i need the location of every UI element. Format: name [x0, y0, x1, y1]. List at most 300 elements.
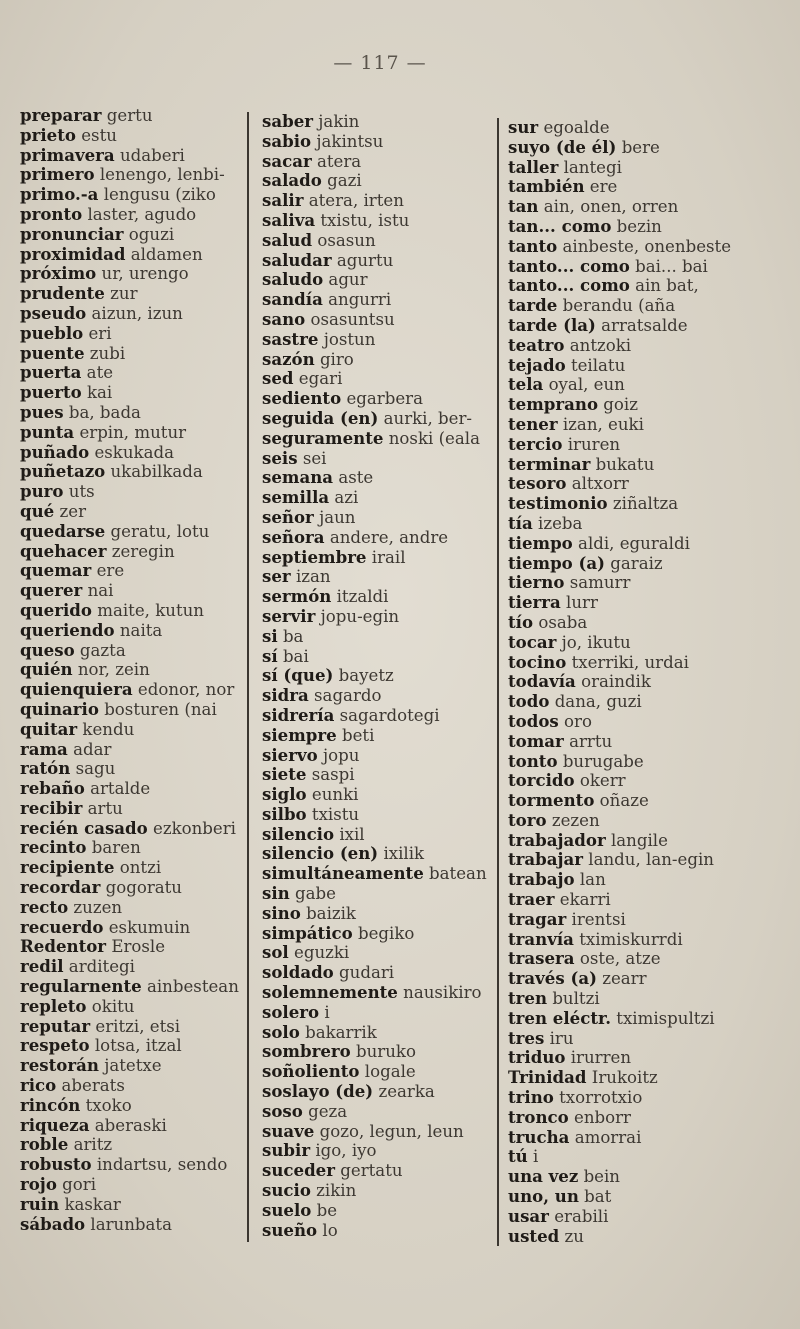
dictionary-entry [20, 264, 242, 284]
dictionary-entry [508, 870, 800, 890]
entry-term: siempre [262, 724, 337, 745]
entry-definition: ain bat, [635, 276, 699, 296]
dictionary-entry [508, 177, 800, 197]
entry-definition: egari [298, 369, 343, 389]
dictionary-entry [20, 700, 242, 720]
dictionary-entry [508, 811, 800, 831]
entry-definition: eritzi, etsi [95, 1016, 181, 1036]
entry-definition: bere [621, 137, 660, 157]
dictionary-entry [20, 561, 242, 581]
entry-term: tesoro [508, 473, 567, 494]
entry-definition: larunbata [90, 1214, 172, 1234]
entry-term: Trinidad [508, 1067, 587, 1088]
entry-term: primero [20, 164, 95, 185]
entry-term: señor [262, 506, 314, 527]
entry-definition: bayetz [338, 666, 394, 686]
entry-definition: lotsa, itzal [94, 1036, 182, 1056]
entry-term: terminar [508, 453, 591, 474]
entry-term: preparar [20, 106, 102, 125]
entry-term: sidrería [262, 704, 335, 725]
dictionary-entry [508, 494, 800, 514]
dictionary-entry [508, 455, 800, 475]
entry-definition: zuzen [73, 897, 123, 917]
entry-term: tocar [508, 631, 557, 652]
entry-definition: ere [589, 177, 618, 197]
dictionary-entry [262, 805, 494, 825]
dictionary-entry [20, 641, 242, 661]
dictionary-entry [20, 225, 242, 245]
dictionary-entry [20, 126, 242, 146]
dictionary-entry [20, 522, 242, 542]
entry-term: servir [262, 605, 316, 626]
entry-term: septiembre [262, 546, 367, 567]
dictionary-entry [262, 587, 494, 607]
entry-term: suyo (de él) [508, 136, 617, 157]
entry-definition: ekarri [559, 890, 611, 910]
dictionary-entry [508, 1207, 800, 1227]
entry-definition: angurri [328, 290, 392, 310]
dictionary-entry [20, 660, 242, 680]
entry-term: soso [262, 1100, 303, 1121]
entry-definition: okerr [579, 771, 626, 791]
entry-term: sábado [20, 1213, 86, 1234]
entry-definition: irentsi [571, 909, 626, 929]
dictionary-entry [20, 1175, 242, 1195]
entry-term: primo.-a [20, 184, 99, 205]
dictionary-entry [20, 502, 242, 522]
entry-term: sidra [262, 685, 309, 706]
dictionary-entry [20, 344, 242, 364]
entry-definition: samurr [569, 573, 631, 593]
dictionary-entry [508, 930, 800, 950]
entry-definition: agurtu [336, 250, 394, 270]
dictionary-entry [20, 383, 242, 403]
dictionary-entry [20, 542, 242, 562]
entry-definition: be [316, 1200, 338, 1220]
dictionary-entry [262, 369, 494, 389]
entry-term: tarde (la) [508, 314, 596, 335]
entry-term: tomar [508, 730, 564, 751]
entry-definition: berandu (aña [562, 296, 676, 316]
dictionary-entry [508, 138, 800, 158]
entry-definition: osaba [538, 612, 588, 632]
dictionary-entry [508, 1167, 800, 1187]
dictionary-entry [508, 752, 800, 772]
entry-term: soslayo (de) [262, 1081, 374, 1102]
entry-definition: jakintsu [316, 131, 384, 151]
dictionary-entry [20, 1056, 242, 1076]
entry-term: tiempo [508, 532, 573, 553]
entry-definition: izan, euki [562, 414, 644, 434]
dictionary-entry [262, 389, 494, 409]
entry-term: trabajo [508, 869, 575, 890]
entry-definition: beti [341, 725, 375, 745]
entry-term: tía [508, 512, 533, 533]
entry-definition: iru [549, 1028, 574, 1048]
entry-term: una vez [508, 1166, 579, 1187]
entry-term: tener [508, 413, 558, 434]
dictionary-entry [262, 1003, 494, 1023]
entry-definition: oñaze [599, 791, 649, 811]
dictionary-entry [262, 1062, 494, 1082]
entry-term: rama [20, 738, 68, 759]
entry-definition: osasuntsu [310, 309, 395, 329]
entry-definition: zezen [551, 810, 600, 830]
dictionary-entry [262, 1201, 494, 1221]
entry-term: redil [20, 956, 64, 977]
entry-term: queriendo [20, 619, 115, 640]
entry-term: puerto [20, 382, 82, 403]
entry-definition: eguzki [294, 943, 350, 963]
entry-definition: bukatu [595, 454, 655, 474]
entry-definition: gabe [295, 884, 336, 904]
entry-definition: aldamen [130, 244, 203, 264]
entry-term: trabajador [508, 829, 606, 850]
entry-term: suave [262, 1120, 315, 1141]
dictionary-entry [262, 468, 494, 488]
entry-term: recto [20, 896, 69, 917]
dictionary-entry [262, 686, 494, 706]
entry-term: sí (que) [262, 665, 334, 686]
dictionary-entry [20, 403, 242, 423]
entry-definition: ba, bada [68, 402, 141, 422]
entry-definition: langile [610, 830, 668, 850]
entry-term: ratón [20, 758, 71, 779]
entry-definition: batean [429, 864, 487, 884]
entry-definition: goiz [603, 395, 638, 415]
entry-term: salado [262, 170, 322, 191]
entry-term: salud [262, 229, 313, 250]
dictionary-entry [508, 692, 800, 712]
entry-term: prudente [20, 283, 105, 304]
entry-definition: eskukada [94, 442, 174, 462]
dictionary-entry [508, 435, 800, 455]
dictionary-entry [508, 356, 800, 376]
dictionary-entry [262, 290, 494, 310]
entry-definition: oyal, eun [548, 375, 625, 395]
entry-term: quinario [20, 698, 99, 719]
entry-definition: adar [73, 739, 112, 759]
dictionary-entry [20, 680, 242, 700]
entry-term: sabio [262, 130, 312, 151]
entry-definition: eskumuin [108, 917, 191, 937]
entry-term: todos [508, 710, 559, 731]
entry-term: robusto [20, 1154, 92, 1175]
dictionary-entry [20, 482, 242, 502]
entry-term: silencio (en) [262, 843, 379, 864]
dictionary-entry [508, 910, 800, 930]
entry-term: tarde [508, 295, 558, 316]
entry-term: tren [508, 988, 548, 1009]
entry-term: sandía [262, 289, 323, 310]
entry-term: quién [20, 659, 73, 680]
entry-definition: lantegi [563, 157, 622, 177]
entry-term: toro [508, 809, 547, 830]
entry-term: sastre [262, 328, 319, 349]
entry-term: rico [20, 1075, 57, 1096]
entry-definition: gazta [79, 640, 126, 660]
entry-term: siete [262, 764, 307, 785]
entry-definition: azi [334, 488, 359, 508]
entry-term: suceder [262, 1160, 335, 1181]
entry-definition: ezkonberi [153, 818, 236, 838]
dictionary-entry [20, 740, 242, 760]
dictionary-entry [262, 1161, 494, 1181]
entry-definition: izeba [538, 513, 583, 533]
dictionary-entry [20, 1036, 242, 1056]
entry-term: salir [262, 190, 304, 211]
entry-term: recibir [20, 797, 83, 818]
dictionary-entry [508, 1227, 800, 1247]
dictionary-entry [262, 488, 494, 508]
entry-definition: arratsalde [601, 315, 688, 335]
entry-definition: gozo, legun, leun [319, 1121, 464, 1141]
entry-definition: nausikiro [403, 983, 482, 1003]
entry-definition: baizik [306, 903, 356, 923]
entry-definition: ukabilkada [110, 462, 203, 482]
entry-definition: zur [110, 284, 138, 304]
dictionary-entry [508, 415, 800, 435]
entry-term: saludar [262, 249, 332, 270]
entry-definition: jaun [319, 507, 356, 527]
dictionary-entry [20, 185, 242, 205]
entry-term: tierra [508, 592, 561, 613]
entry-definition: txistu [311, 804, 360, 824]
entry-definition: egoalde [543, 118, 610, 137]
entry-term: restorán [20, 1055, 99, 1076]
dictionary-entry [508, 593, 800, 613]
entry-definition: geza [308, 1101, 348, 1121]
entry-term: sacar [262, 150, 312, 171]
dictionary-column-3 [508, 118, 800, 1246]
entry-term: seis [262, 447, 298, 468]
entry-term: quemar [20, 560, 92, 581]
dictionary-entry [508, 474, 800, 494]
entry-definition: atera [316, 151, 362, 171]
entry-term: siervo [262, 744, 318, 765]
entry-definition: jostun [323, 329, 376, 349]
dictionary-column-2 [262, 112, 494, 1240]
entry-definition: egarbera [346, 389, 423, 409]
dictionary-entry [20, 245, 242, 265]
dictionary-entry [262, 251, 494, 271]
dictionary-entry [262, 607, 494, 627]
entry-term: tronco [508, 1106, 569, 1127]
entry-term: pronunciar [20, 223, 124, 244]
dictionary-entry [508, 1029, 800, 1049]
dictionary-entry [20, 1116, 242, 1136]
entry-definition: irail [371, 547, 406, 567]
dictionary-entry [20, 205, 242, 225]
dictionary-entry [262, 508, 494, 528]
dictionary-entry [262, 191, 494, 211]
dictionary-entry [262, 943, 494, 963]
dictionary-entry [508, 197, 800, 217]
dictionary-entry [20, 1135, 242, 1155]
dictionary-entry [262, 310, 494, 330]
entry-definition: zearka [378, 1082, 435, 1102]
entry-term: sur [508, 118, 539, 137]
entry-definition: oraindik [581, 672, 651, 692]
entry-definition: edonor, nor [137, 680, 235, 700]
entry-definition: osasun [317, 230, 376, 250]
entry-definition: lan [579, 870, 606, 890]
entry-term: sermón [262, 586, 332, 607]
entry-term: quitar [20, 718, 78, 739]
entry-term: pues [20, 401, 64, 422]
dictionary-entry [262, 231, 494, 251]
entry-definition: eri [88, 323, 112, 343]
dictionary-entry [508, 237, 800, 257]
dictionary-entry [20, 878, 242, 898]
entry-term: quehacer [20, 540, 107, 561]
dictionary-entry [508, 395, 800, 415]
entry-definition: kendu [82, 719, 135, 739]
entry-term: rebaño [20, 778, 85, 799]
entry-term: quedarse [20, 520, 106, 541]
dictionary-entry [508, 514, 800, 534]
dictionary-entry [20, 819, 242, 839]
entry-definition: txerriki, urdai [571, 652, 689, 672]
entry-definition: sagardotegi [339, 705, 440, 725]
entry-term: sed [262, 368, 294, 389]
dictionary-entry [20, 918, 242, 938]
entry-definition: teilatu [570, 355, 626, 375]
entry-term: tejado [508, 354, 566, 375]
entry-term: uno, un [508, 1186, 579, 1207]
entry-term: subir [262, 1140, 311, 1161]
entry-term: simpático [262, 922, 353, 943]
dictionary-entry [20, 720, 242, 740]
dictionary-entry [262, 844, 494, 864]
dictionary-entry [262, 211, 494, 231]
dictionary-entry [20, 957, 242, 977]
dictionary-entry [262, 350, 494, 370]
entry-definition: i [533, 1147, 539, 1167]
entry-term: respeto [20, 1035, 90, 1056]
entry-definition: zikin [316, 1181, 357, 1201]
entry-definition: zer [59, 501, 87, 521]
entry-definition: saspi [311, 765, 355, 785]
entry-term: seguramente [262, 427, 384, 448]
entry-term: ser [262, 566, 291, 587]
entry-term: triduo [508, 1047, 566, 1068]
dictionary-entry [262, 884, 494, 904]
entry-term: Redentor [20, 936, 107, 957]
entry-term: testimonio [508, 493, 608, 514]
entry-definition: gertu [106, 106, 153, 125]
entry-term: repleto [20, 995, 87, 1016]
page-number: — 117 — [333, 52, 427, 74]
dictionary-entry [262, 567, 494, 587]
entry-term: través (a) [508, 968, 597, 989]
dictionary-entry [262, 627, 494, 647]
entry-term: riqueza [20, 1114, 90, 1135]
entry-definition: izan [295, 567, 331, 587]
entry-definition: jopu [322, 745, 360, 765]
dictionary-entry [20, 601, 242, 621]
entry-term: seguida (en) [262, 407, 379, 428]
entry-definition: ziñaltza [612, 494, 679, 514]
dictionary-entry [508, 1009, 800, 1029]
dictionary-entry [508, 1048, 800, 1068]
entry-term: ruin [20, 1193, 60, 1214]
entry-term: tocino [508, 651, 567, 672]
entry-term: tela [508, 374, 544, 395]
dictionary-entry [508, 791, 800, 811]
dictionary-entry [20, 759, 242, 779]
entry-term: solero [262, 1001, 320, 1022]
entry-definition: enborr [574, 1107, 631, 1127]
dictionary-entry [262, 746, 494, 766]
entry-definition: txoko [85, 1095, 132, 1115]
dictionary-entry [508, 850, 800, 870]
entry-definition: ur, urengo [101, 264, 189, 284]
entry-term: roble [20, 1134, 69, 1155]
entry-definition: ainbeste, onenbeste [562, 236, 732, 256]
entry-term: silbo [262, 803, 307, 824]
dictionary-entry [262, 1122, 494, 1142]
entry-definition: ainbestean [146, 977, 239, 997]
entry-definition: burugabe [562, 751, 644, 771]
dictionary-entry [20, 858, 242, 878]
entry-definition: logale [364, 1062, 416, 1082]
entry-term: sí [262, 645, 278, 666]
dictionary-entry [262, 963, 494, 983]
dictionary-entry [20, 106, 242, 126]
dictionary-entry [508, 672, 800, 692]
dictionary-entry [508, 732, 800, 752]
dictionary-entry [508, 1187, 800, 1207]
entry-term: tonto [508, 750, 558, 771]
entry-definition: landu, lan-egin [588, 850, 714, 870]
dictionary-entry [508, 217, 800, 237]
entry-definition: bosturen (nai [104, 699, 217, 719]
entry-term: puñado [20, 441, 90, 462]
entry-definition: udaberi [119, 145, 185, 165]
dictionary-entry [262, 864, 494, 884]
entry-definition: maite, kutun [97, 600, 204, 620]
dictionary-entry [508, 1147, 800, 1167]
dictionary-entry [508, 257, 800, 277]
entry-term: semana [262, 467, 334, 488]
entry-definition: antzoki [569, 335, 632, 355]
dictionary-column-1 [20, 106, 242, 1234]
dictionary-entry [20, 1155, 242, 1175]
dictionary-entry [508, 296, 800, 316]
entry-term: todo [508, 691, 550, 712]
entry-term: taller [508, 156, 559, 177]
entry-definition: zeregin [111, 541, 175, 561]
entry-term: tiempo (a) [508, 552, 605, 573]
entry-term: tanto [508, 235, 558, 256]
entry-term: tan [508, 196, 539, 217]
entry-definition: aldi, eguraldi [578, 533, 690, 553]
entry-term: simultáneamente [262, 863, 424, 884]
entry-term: tren eléctr. [508, 1007, 611, 1028]
entry-definition: txorrotxio [559, 1088, 643, 1108]
dictionary-entry [508, 712, 800, 732]
dictionary-entry [262, 330, 494, 350]
dictionary-entry [262, 449, 494, 469]
entry-term: solo [262, 1021, 300, 1042]
dictionary-entry [508, 949, 800, 969]
entry-term: próximo [20, 263, 97, 284]
entry-definition: arditegi [68, 957, 135, 977]
entry-definition: jopu-egin [320, 606, 400, 626]
entry-term: tragar [508, 908, 567, 929]
entry-definition: atera, irten [308, 191, 404, 211]
